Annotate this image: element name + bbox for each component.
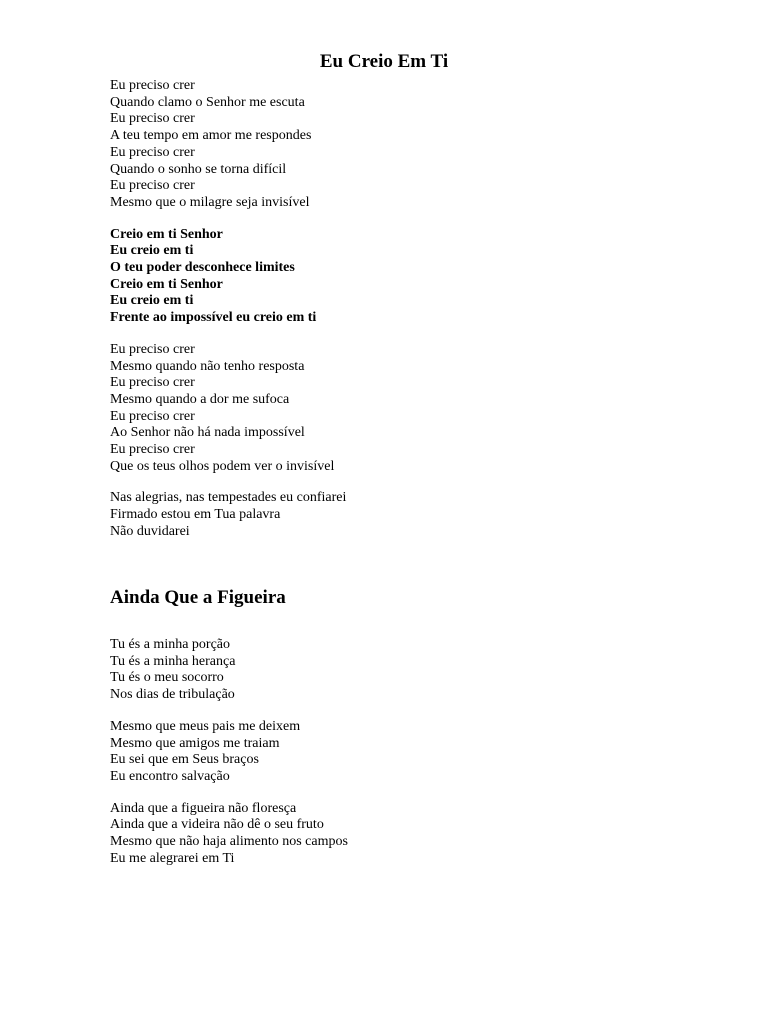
bridge-stanza <box>110 490 710 540</box>
lyric-line: Eu preciso crer <box>110 442 195 458</box>
lyric-line: Eu preciso crer <box>110 144 195 160</box>
lyric-line: Tu és a minha porção <box>110 637 231 652</box>
lyric-line: Nos dias de tribulação <box>110 687 235 703</box>
lyric-line: Frente ao impossível eu creio em ti <box>110 310 317 326</box>
lyric-line: Ainda que a videira não dê o seu fruto <box>110 817 324 833</box>
lyric-line: Eu preciso crer <box>110 375 195 391</box>
song-title: Ainda Que a Figueira <box>110 587 286 608</box>
lyric-line: Mesmo quando a dor me sufoca <box>110 391 290 407</box>
lyric-line: Eu encontro salvação <box>110 768 230 784</box>
lyric-line: Mesmo que o milagre seja invisível <box>110 194 310 210</box>
lyric-line: Tu és a minha herança <box>110 653 236 669</box>
lyric-line: Eu preciso crer <box>110 78 195 93</box>
lyric-line: Firmado estou em Tua palavra <box>110 507 281 523</box>
verse-stanza <box>110 78 710 212</box>
lyric-line: Que os teus olhos podem ver o invisível <box>110 458 335 474</box>
lyric-line: Eu preciso crer <box>110 341 195 357</box>
lyric-line: Eu preciso crer <box>110 178 195 194</box>
lyric-line: Ainda que a figueira não floresça <box>110 800 297 816</box>
lyric-line: Tu és o meu socorro <box>110 670 224 686</box>
verse-stanza <box>110 637 710 704</box>
song-title: Eu Creio Em Ti <box>319 51 449 72</box>
lyric-line: Mesmo quando não tenho resposta <box>110 358 305 374</box>
lyric-line: Mesmo que amigos me traiam <box>110 735 280 751</box>
lyric-line: Eu preciso crer <box>110 111 195 127</box>
lyric-line: Eu creio em ti <box>110 293 194 309</box>
lyric-line: Creio em ti Senhor <box>110 276 223 292</box>
lyric-line: Creio em ti Senhor <box>110 226 223 242</box>
lyric-line: A teu tempo em amor me respondes <box>110 128 312 144</box>
lyric-line: Quando o sonho se torna difícil <box>110 161 287 177</box>
chorus-stanza <box>110 801 710 868</box>
lyric-line: Não duvidarei <box>110 523 190 539</box>
lyric-line: Eu me alegrarei em Ti <box>110 850 235 866</box>
lyric-line: Mesmo que não haja alimento nos campos <box>110 834 348 850</box>
lyric-line: Mesmo que meus pais me deixem <box>110 718 301 734</box>
lyric-line: Quando clamo o Senhor me escuta <box>110 94 305 110</box>
lyric-line: Eu creio em ti <box>110 243 194 259</box>
lyric-line: Eu sei que em Seus braços <box>110 752 259 768</box>
lyric-line: O teu poder desconhece limites <box>110 260 295 276</box>
lyric-line: Nas alegrias, nas tempestades eu confiarei <box>110 490 347 506</box>
song-eu-creio-em-ti <box>110 50 710 556</box>
verse-stanza <box>110 719 710 786</box>
lyric-line: Eu preciso crer <box>110 408 195 424</box>
song-ainda-que-a-figueira <box>110 584 710 882</box>
chorus-stanza <box>110 227 710 327</box>
lyric-line: Ao Senhor não há nada impossível <box>110 425 305 441</box>
verse-stanza <box>110 342 710 476</box>
